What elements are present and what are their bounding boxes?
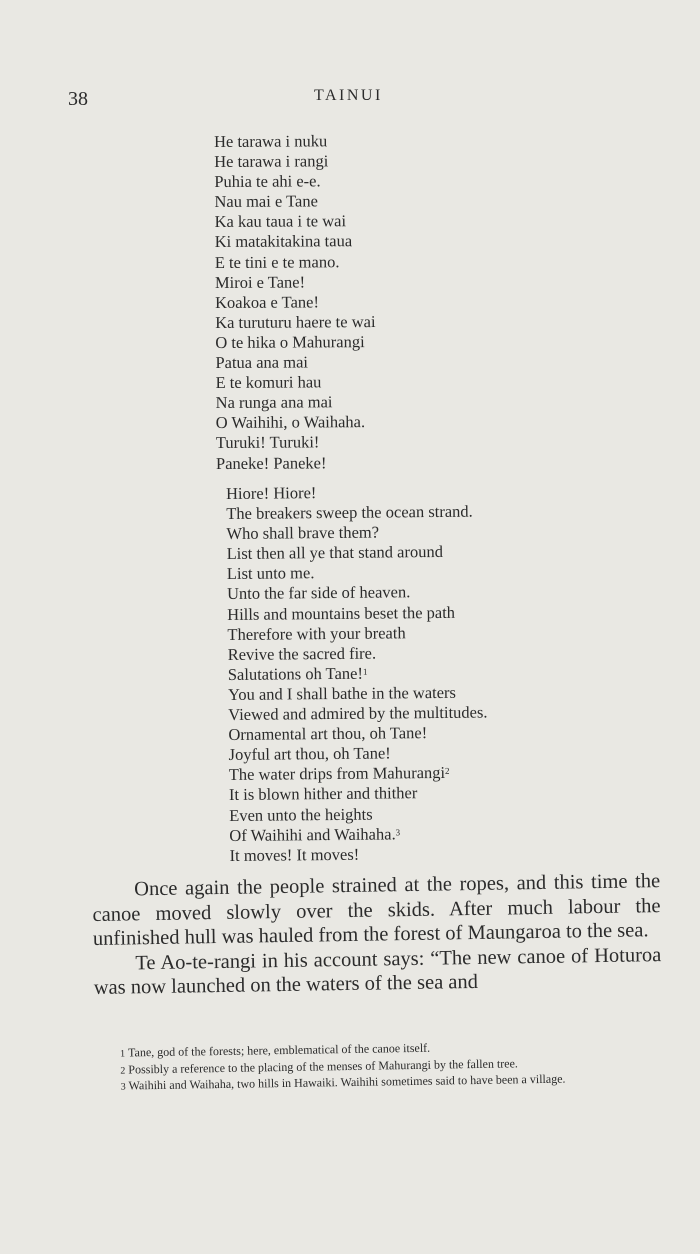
poem-line: Unto the far side of heaven. [226,582,411,604]
poem-line: Koakoa e Tane! [214,292,320,312]
poem-line: You and I shall bathe in the waters [227,682,457,704]
footnote-ref: 1 [362,666,368,677]
footnote-number: 1 [120,1048,126,1060]
poem-line: Ki matakitakina taua [214,231,353,252]
poem-line: List unto me. [226,563,315,584]
footnotes [94,1037,665,1095]
poem-line: Viewed and admired by the multitudes. [228,702,488,725]
maori-chant [214,131,376,474]
poem-line: Hiore! Hiore! [226,483,317,503]
poem-line: Salutations oh Tane!$^1$ [227,663,368,684]
running-title: TAINUI [314,87,383,104]
paragraph: Once again the people strained at the ropes, and this time the canoe moved slowly over the skids. After much labour the unfinished hull was hauled from the forest of Maungaroa to the sea. [92,870,661,951]
poem-line: The water drips from Mahurangi$^2$ [228,763,450,785]
poem-line: Na runga ana mai [215,392,333,413]
footnote-ref: 2 [444,766,450,777]
poem-line: E te tini e te mano. [214,251,340,272]
footnote-text: Tane, god of the forests; here, emblematical of the canoe itself. [127,1040,431,1060]
poem-line: He tarawa i rangi [214,151,329,172]
poem-line: Ornamental art thou, oh Tane! [228,723,428,745]
paragraph: Te Ao-te-rangi in his account says: “The new canoe of Hoturoa was now launched on the waters of the sea and [93,943,662,1000]
poem-line: Ka kau taua i te wai [214,211,347,232]
poem-line: List then all ye that stand around [226,542,444,564]
poem-line: E te komuri hau [215,372,322,393]
poem-line: Turuki! Turuki! [215,432,320,453]
page-number: 38 [68,88,88,110]
footnote-text: Possibly a reference to the placing of the menses of Mahurangi by the fallen tree. [128,1055,518,1076]
poem-line: Who shall brave them? [226,522,380,544]
body-text [92,869,662,1001]
poem-line: Miroi e Tane! [214,272,306,292]
poem-line: Even unto the heights [229,804,373,825]
poem-line: Nau mai e Tane [214,191,318,212]
poem-line: Joyful art thou, oh Tane! [228,743,391,765]
poem-line: Hills and mountains beset the path [227,602,456,624]
english-chant [226,482,489,866]
footnote-text: Waihihi and Waihaha, two hills in Hawaiki. Waihihi sometimes said to have been a village. [128,1071,566,1093]
poem-line: Of Waihihi and Waihaha.$^3$ [229,823,401,845]
poem-line: The breakers sweep the ocean strand. [226,501,473,524]
poem-line: It is blown hither and thither [228,783,418,805]
footnote-ref: 3 [395,826,401,837]
poem-line: He tarawa i nuku [214,131,328,151]
poem-line: O te hika o Mahurangi [215,332,365,352]
poem-line: Ka turuturu haere te wai [215,311,376,332]
poem-line: Paneke! Paneke! [215,452,327,473]
poem-line: It moves! It moves! [229,844,360,865]
poem-line: Revive the sacred fire. [227,643,377,664]
poem-line: Puhia te ahi e-e. [214,171,321,192]
poem-line: O Waihihi, o Waihaha. [215,412,366,433]
poem-line: Patua ana mai [215,352,309,373]
footnote-number: 2 [120,1065,126,1077]
footnote-number: 3 [120,1081,126,1093]
poem-line: Therefore with your breath [227,622,406,644]
